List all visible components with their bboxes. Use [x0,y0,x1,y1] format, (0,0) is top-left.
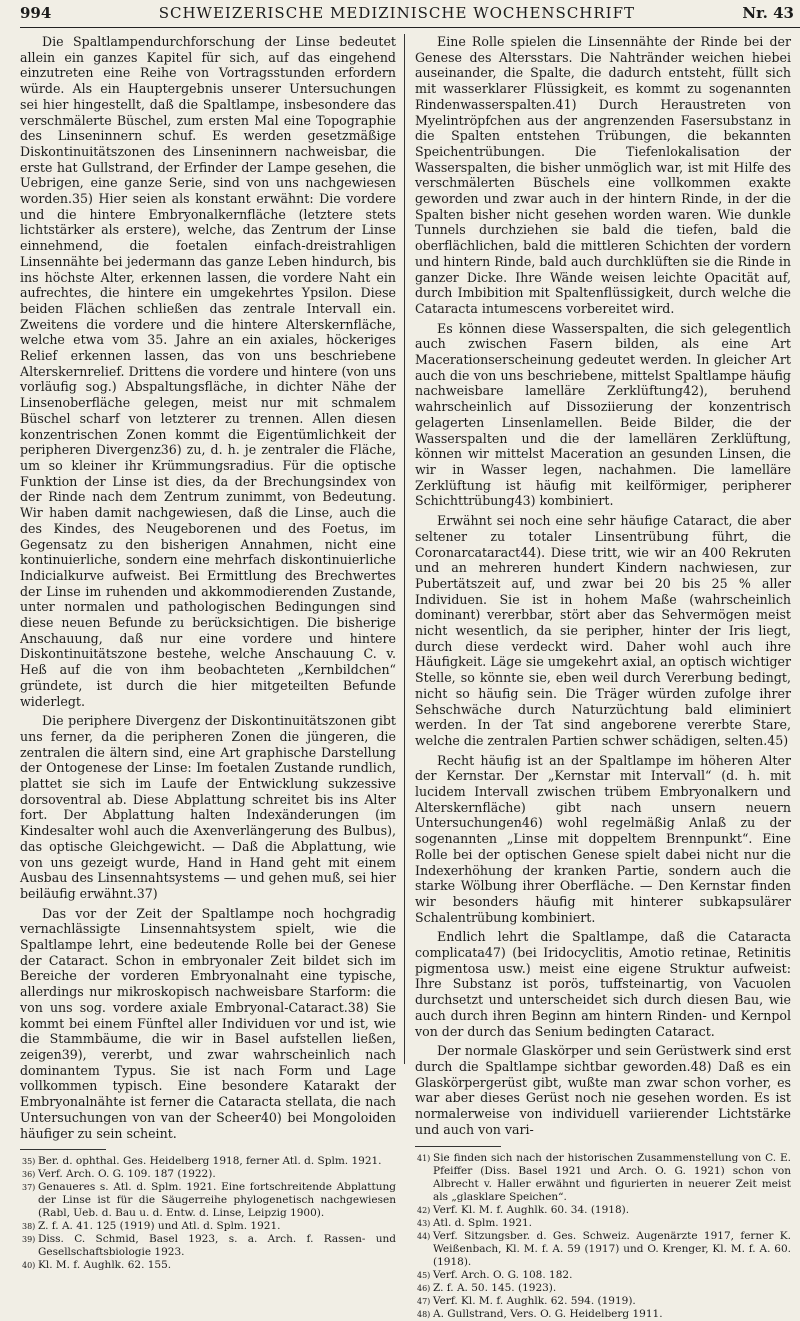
footnote-text: Z. f. A. 50. 145. (1923). [433,1281,557,1294]
footnote [415,1282,791,1295]
paragraph: Es können diese Wasserspalten, die sich gelegentlich auch zwischen Fasern bilden, als eine Art Macerationserscheinung gedeutet werden. In gleicher Art auch die von uns beschriebene, mittelst Spaltlampe häufig nachweisbare lamelläre Zerklüftung42), beruhend wahrscheinlich auf Dissoziierung der konzentrisch gelagerten Linsenlamellen. Beide Bilder, die der Wasserspalten und die der lamellären Zerklüftung, können wir mittelst Maceration an gesunden Linsen, die wir in Wasser legen, nachahmen. Die lamelläre Zerklüftung ist häufig mit keilförmiger, peripherer Schichttrübung43) kombiniert. [415,320,791,509]
page-number: 994 [20,4,52,22]
paragraph: Endlich lehrt die Spaltlampe, daß die Cataracta complicata47) (bei Iridocyclitis, Amotio retinae, Retinitis pigmentosa usw.) meist eine eigene Struktur aufweist: Ihre Substanz ist porös, tuffsteinartig, von Vacuolen durchsetzt und unterscheidet sich durch diesen Bau, wie auch durch ihren Beginn am hintern Rinden- und Kernpol von der durch das Senium bedingten Cataract. [415,929,791,1039]
footnote [20,1155,396,1168]
footnote [20,1259,396,1272]
footnote-text: Verf. Arch. O. G. 108. 182. [433,1268,573,1281]
footnote-number: 40) [22,1261,36,1271]
footnotes [20,1155,396,1272]
footnote-number: 48) [417,1309,431,1319]
footnote [415,1308,791,1321]
right-column [405,34,791,1320]
footnote-number: 44) [417,1231,431,1241]
footnote-text: Genaueres s. Atl. d. Splm. 1921. Eine fortschreitende Abplattung der Linse ist für die Säugerreihe phylogenetisch nachgewiesen (Rabl, Ueb. d. Bau u. d. Entw. d. Linse, Leipzig 1900). [38,1181,396,1220]
footnote-text: Verf. Arch. O. G. 109. 187 (1922). [38,1168,216,1181]
text-columns [20,34,794,1320]
footnote-text: Z. f. A. 41. 125 (1919) und Atl. d. Splm. 1921. [38,1220,281,1233]
running-header [20,4,794,26]
paragraph: Der normale Glaskörper und sein Gerüstwerk sind erst durch die Spaltlampe sichtbar geworden.48) Daß es ein Glaskörpergerüst gibt, wußte man zwar schon vorher, es war aber dieses Gerüst noch nie gesehen worden. Es ist normalerweise von individuell variierender Lichtstärke und auch von vari- [415,1043,791,1137]
paragraph: Eine Rolle spielen die Linsennähte der Rinde bei der Genese des Altersstars. Die Nahtränder weichen hiebei auseinander, die Spalte, die dadurch entsteht, füllt sich mit wasserklarer Flüssigkeit, es kommt zu sogenannten Rindenwasserspalten.41) Durch Heraustreten von Myelintröpfchen aus der angrenzenden Fasersubstanz in die Spalten entstehen Trübungen, die bekannten Speichentrübungen. Die Tiefenlokalisation der Wasserspalten, die bisher unmöglich war, ist mit Hilfe des verschmälerten Büschels eine vollkommen exakte geworden und zwar auch in der hintern Rinde, in der die Spalten bisher nicht gesehen worden waren. Wie dunkle Tunnels durchziehen sie bald die tiefen, bald die oberflächlichen, bald die mittleren Schichten der vordern und hintern Rinde, bald auch durchklüften sie die Rinde in ganzer Dicke. Ihre Wände weisen leichte Opacität auf, durch Imbibition mit Spaltenflüssigkeit, durch welche die Cataracta intumescens vorbereitet wird. [415,34,791,316]
paragraph: Erwähnt sei noch eine sehr häufige Cataract, die aber seltener zu totaler Linsentrübung führt, die Coronarcataract44). Diese tritt, wie wir an 400 Rekruten und an mehreren hundert Kindern nachwiesen, zur Pubertätszeit auf, und zwar bei 20 bis 25 % aller Individuen. Sie ist in hohem Maße (wahrscheinlich dominant) vererbbar, stört aber das Sehvermögen meist nicht wesentlich, da sie peripher, hinter der Iris liegt, durch diese verdeckt wird. Daher wohl auch ihre Häufigkeit. Läge sie umgekehrt axial, an optisch wichtiger Stelle, so könnte sie, eben weil durch Vererbung bedingt, nicht so häufig sein. Die Träger würden zufolge ihrer Sehschwäche durch Naturzüchtung bald eliminiert werden. In der Tat sind angeborene vererbte Stare, welche die zentralen Partien schwer schädigen, selten.45) [415,513,791,748]
footnote-text: Verf. Sitzungsber. d. Ges. Schweiz. Augenärzte 1917, ferner K. Weißenbach, Kl. M. f. A. 59 (1917) und O. Krenger, Kl. M. f. A. 60. (1918). [433,1229,791,1268]
footnote [20,1233,396,1259]
footnote [415,1152,791,1204]
paragraph: Recht häufig ist an der Spaltlampe im höheren Alter der Kernstar. Der „Kernstar mit Intervall“ (d. h. mit lucidem Intervall zwischen trübem Embryonalkern und Alterskernfläche) gibt nach unsern neuern Untersuchungen46) wohl regelmäßig Anlaß zu der sogenannten „Linse mit doppeltem Brennpunkt“. Eine Rolle bei der optischen Genese spielt dabei nicht nur die Indexerhöhung der kranken Partie, sondern auch die starke Wölbung ihrer Oberfläche. — Den Kernstar finden wir besonders häufig mit hinterer subkapsulärer Schalentrübung kombiniert. [415,752,791,925]
header-rule [20,27,800,28]
footnote-number: 42) [417,1205,431,1215]
footnote-text: Verf. Kl. M. f. Aughlk. 60. 34. (1918). [433,1203,630,1216]
footnotes [415,1152,791,1321]
footnote-number: 39) [22,1235,36,1245]
footnote-number: 47) [417,1296,431,1306]
footnote-number: 38) [22,1222,36,1232]
journal-title: SCHWEIZERISCHE MEDIZINISCHE WOCHENSCHRIFT [158,4,636,22]
paragraph: Das vor der Zeit der Spaltlampe noch hochgradig vernachlässigte Linsennahtsystem spielt, wie die Spaltlampe lehrt, eine bedeutende Rolle bei der Genese der Cataract. Schon in embryonaler Zeit bildet sich im Bereiche der vorderen Embryonalnaht eine typische, allerdings nur mikroskopisch nachweisbare Starform: die von uns sog. vordere axiale Embryonal-Cataract.38) Sie kommt bei einem Fünftel aller Individuen vor und ist, wie die Stammbäume, die wir in Basel aufstellen ließen, zeigen39), vererbt, und zwar wahrscheinlich nach dominantem Typus. Sie ist nach Form und Lage vollkommen typisch. Eine besondere Katarakt der Embryonalnähte ist ferner die Cataracta stellata, die nach Untersuchungen von van der Scheer40) bei Mongoloiden häufiger zu sein scheint. [20,905,396,1141]
footnote [415,1230,791,1269]
footnote-number: 46) [417,1283,431,1293]
footnote-text: Diss. C. Schmid, Basel 1923, s. a. Arch. f. Rassen- und Gesellschaftsbiologie 1923. [38,1233,396,1259]
footnote-rule [415,1146,501,1147]
footnote [415,1295,791,1308]
footnote [20,1168,396,1181]
issue-number: Nr. 43 [742,4,794,22]
footnote-number: 36) [22,1170,36,1180]
footnote [415,1217,791,1230]
footnote [20,1220,396,1233]
footnote-number: 45) [417,1270,431,1280]
footnote-text: Atl. d. Splm. 1921. [433,1216,533,1229]
footnote-number: 35) [22,1157,36,1167]
footnote [415,1269,791,1282]
footnote [415,1204,791,1217]
paragraph: Die Spaltlampendurchforschung der Linse bedeutet allein ein ganzes Kapitel für sich, auf das eingehend einzutreten eine Reihe von Vortragsstunden erfordern würde. Als ein Hauptergebnis unserer Untersuchungen sei hier hingestellt, daß die Spaltlampe, insbesondere das verschmälerte Büschel, zum ersten Mal eine Topographie des Linseninnern schuf. Es werden gesetzmäßige Diskontinuitätszonen des Linseninnern nachweisbar, die erste hat Gullstrand, der Erfinder der Lampe gesehen, die Uebrigen, eine ganze Serie, sind von uns nachgewiesen worden.35) Hier seien als konstant erwähnt: Die vordere und die hintere Embryonalkernfläche (letztere stets lichtstärker als erstere), welche, das Zentrum der Linse einnehmend, die foetalen einfach-dreistrahligen Linsennähte bei jedermann das ganze Leben hindurch, bis ins höchste Alter, erkennen lassen, die vordere Naht ein aufrechtes, die hintere ein umgekehrtes Ypsilon. Diese beiden Flächen schließen das zentrale Intervall ein. Zweitens die vordere und die hintere Alterskernfläche, welche etwa vom 35. Jahre an ein axiales, höckeriges Relief erkennen lassen, das von uns beschriebene Alterskernrelief. Drittens die vordere und hintere (von uns vorläufig sog.) Abspaltungsfläche, in dichter Nähe der Linsenoberfläche gelegen, meist nur mit schmalem Büschel scharf von letzterer zu trennen. Allen diesen konzentrischen Zonen kommt die Eigentümlichkeit der peripheren Divergenz36) zu, d. h. je zentraler die Fläche, um so kleiner ihr Krümmungsradius. Für die optische Funktion der Linse ist dies, da der Brechungsindex von der Rinde nach dem Zentrum zunimmt, von Bedeutung. Wir haben damit nachgewiesen, daß die Linse, auch die des Kindes, des Neugeborenen und des Foetus, im Gegensatz zu den bisherigen Annahmen, nicht eine kontinuierliche, sondern eine mehrfach diskontinuierliche Indicialkurve aufweist. Bei Ermittlung des Brechwertes der Linse im ruhenden und akkommodierenden Zustande, unter normalen und pathologischen Bedingungen sind diese neuen Befunde zu berücksichtigen. Die bisherige Anschauung, daß nur eine vordere und hintere Diskontinuitätszone bestehe, welche Anschauung C. v. Heß auf die von ihm beobachteten „Kernbildchen“ gründete, ist durch die hier mitgeteilten Befunde widerlegt. [20,34,396,709]
footnote-text: Ber. d. ophthal. Ges. Heidelberg 1918, ferner Atl. d. Splm. 1921. [38,1155,382,1168]
footnote-text: Kl. M. f. Aughlk. 62. 155. [38,1259,172,1272]
footnote-number: 37) [22,1183,36,1193]
left-column [20,34,405,1272]
paragraph: Die periphere Divergenz der Diskontinuitätszonen gibt uns ferner, da die peripheren Zonen die jüngeren, die zentralen die ältern sind, eine Art graphische Darstellung der Ontogenese der Linse: Im foetalen Zustande rundlich, plattet sie sich im Laufe der Entwicklung sukzessive dorsoventral ab. Diese Abplattung schreitet bis ins Alter fort. Der Abplattung halten Indexänderungen (im Kindesalter wohl auch die Axenverlängerung des Bulbus), das optische Gleichgewicht. — Daß die Abplattung, wie von uns gezeigt wurde, Hand in Hand geht mit einem Ausbau des Linsennahtsystems — und gehen muß, sei hier beiläufig erwähnt.37) [20,713,396,901]
footnote-rule [20,1149,106,1150]
footnote-text: Sie finden sich nach der historischen Zusammenstellung von C. E. Pfeiffer (Diss. Basel 1921 und Arch. O. G. 1921) schon von Albrecht v. Haller erwähnt und figurierten in neuerer Zeit meist als „glasklare Speichen“. [433,1151,791,1203]
footnote-number: 43) [417,1218,431,1228]
footnote-text: Verf. Kl. M. f. Aughlk. 62. 594. (1919). [433,1294,636,1307]
footnote-number: 41) [417,1153,431,1163]
footnote [20,1181,396,1220]
footnote-text: A. Gullstrand, Vers. O. G. Heidelberg 1911. [433,1307,663,1320]
